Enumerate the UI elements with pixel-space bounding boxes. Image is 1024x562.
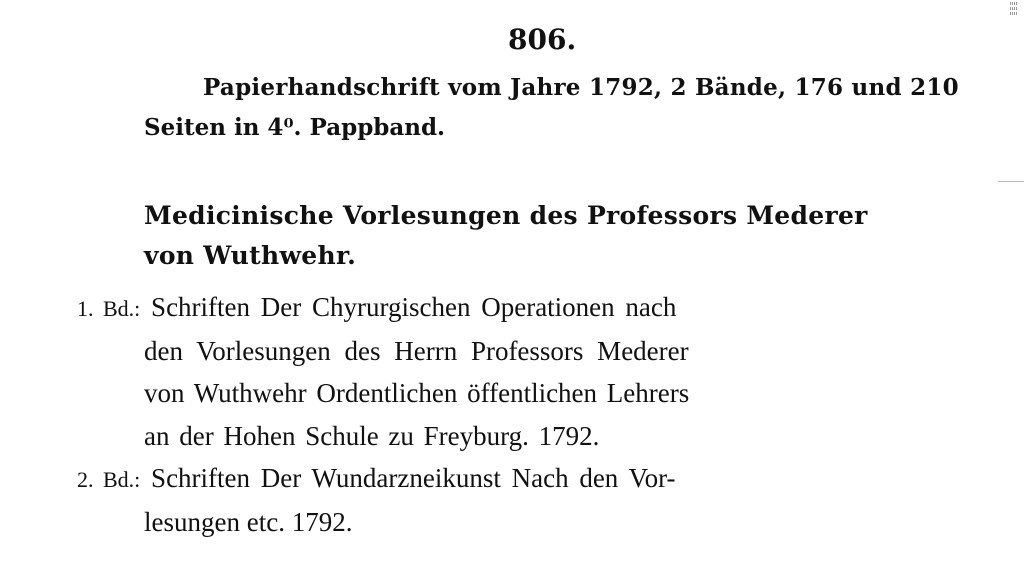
volume-1-line-3: von Wuthwehr Ordentlichen öffentlichen Lehrers xyxy=(144,378,690,408)
volume-1-text: Schriften Der Chyrurgischen Operationen nach xyxy=(151,292,677,322)
volume-1-line-1 xyxy=(77,294,676,321)
volume-1-label: 1. Bd.: xyxy=(77,296,141,321)
volume-1-line-2: den Vorlesungen des Herrn Professors Mederer xyxy=(144,336,689,366)
manuscript-title-line-1: Medicinische Vorlesungen des Professors Mederer xyxy=(144,201,868,230)
page-number: 806. xyxy=(508,23,577,56)
scan-artifact xyxy=(1010,2,1018,18)
volume-2-label: 2. Bd.: xyxy=(77,467,141,492)
scan-edge-line xyxy=(998,181,1024,182)
volume-2-line-2: lesungen etc. 1792. xyxy=(144,507,353,537)
volume-2-line-1 xyxy=(77,465,676,492)
volume-1-line-4: an der Hohen Schule zu Freyburg. 1792. xyxy=(144,421,600,451)
description-line-1: Papierhandschrift vom Jahre 1792, 2 Bände, 176 und 210 xyxy=(203,74,959,101)
volume-2-text: Schriften Der Wundarzneikunst Nach den Vor- xyxy=(151,463,676,493)
description-line-2: Seiten in 4⁰. Pappband. xyxy=(144,114,446,141)
manuscript-title-line-2: von Wuthwehr. xyxy=(144,241,357,270)
